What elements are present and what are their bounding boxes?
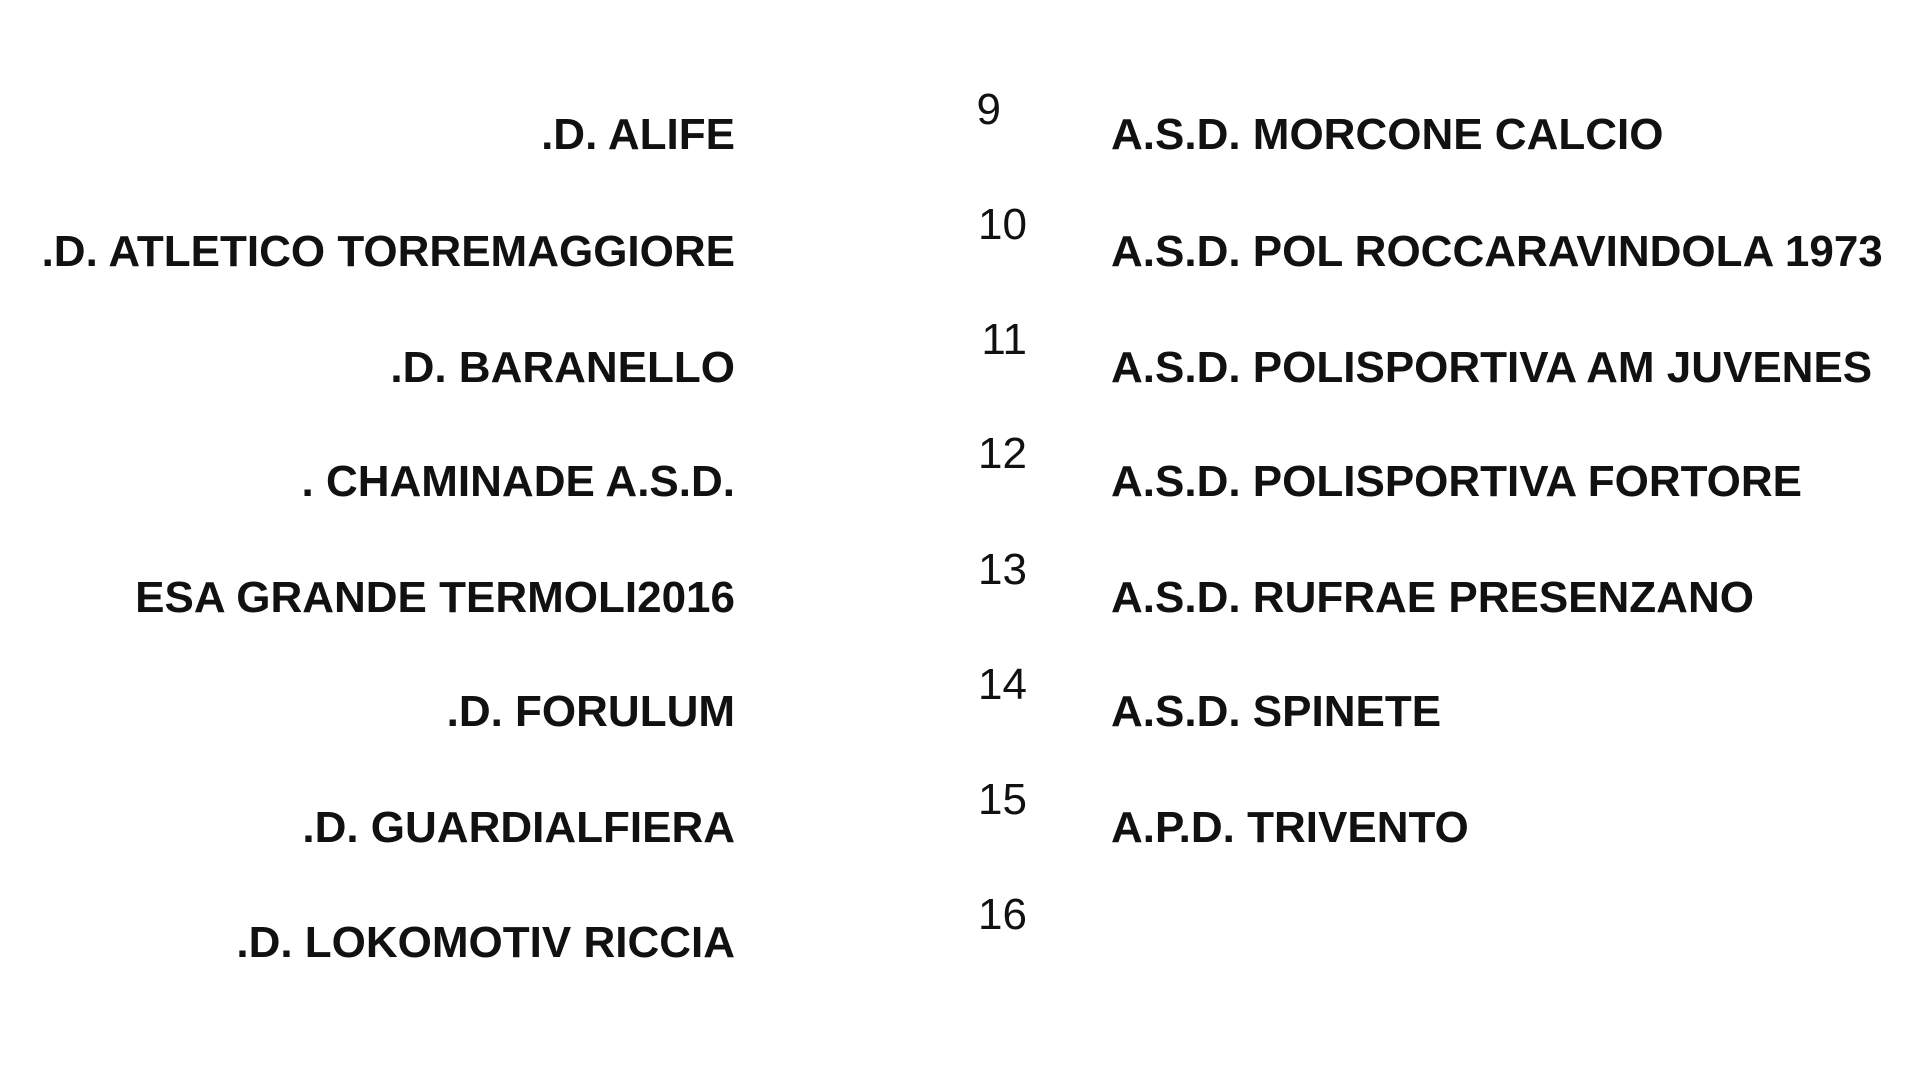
team-name: .D. GUARDIALFIERA [302, 803, 735, 852]
team-number: 11 [981, 315, 1027, 364]
team-name: A.S.D. RUFRAE PRESENZANO [1111, 573, 1754, 622]
team-name: A.S.D. POLISPORTIVA AM JUVENES [1111, 343, 1873, 392]
team-number: 12 [978, 429, 1027, 478]
team-number: 10 [978, 200, 1027, 249]
team-name: . CHAMINADE A.S.D. [301, 457, 735, 506]
team-name: .D. ALIFE [541, 110, 735, 159]
team-number: 9 [976, 85, 1001, 134]
team-name: A.S.D. SPINETE [1111, 687, 1442, 736]
team-name: .D. LOKOMOTIV RICCIA [236, 918, 735, 967]
team-number: 15 [978, 775, 1027, 824]
team-name: A.S.D. MORCONE CALCIO [1111, 110, 1664, 159]
team-number: 13 [978, 545, 1027, 594]
team-name: A.S.D. POLISPORTIVA FORTORE [1111, 457, 1803, 506]
team-name: ESA GRANDE TERMOLI2016 [135, 573, 735, 622]
team-name: A.P.D. TRIVENTO [1111, 803, 1469, 852]
team-name: .D. FORULUM [446, 687, 735, 736]
team-number: 16 [978, 890, 1027, 939]
team-name: .D. BARANELLO [390, 343, 735, 392]
team-name: .D. ATLETICO TORREMAGGIORE [41, 227, 735, 276]
team-number: 14 [978, 660, 1027, 709]
team-name: A.S.D. POL ROCCARAVINDOLA 1973 [1111, 227, 1883, 276]
